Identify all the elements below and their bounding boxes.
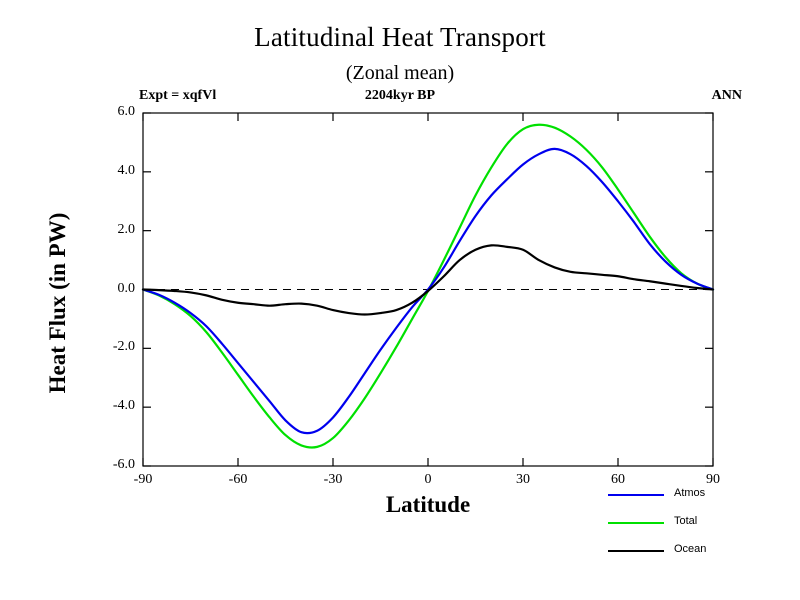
legend-item-ocean [608,538,778,566]
legend-swatch-ocean [608,550,664,552]
legend-swatch-atmos [608,494,664,496]
season-label: ANN [711,88,742,103]
y-tick-label: 6.0 [117,104,135,119]
y-tick-label: -2.0 [112,339,135,355]
x-tick-label: -90 [133,472,153,487]
chart-title: Latitudinal Heat Transport [254,22,546,52]
legend-label-total: Total [674,515,698,527]
legend-swatch-total [608,522,664,524]
x-tick-label: 0 [424,472,432,487]
x-tick-label: 30 [516,472,530,487]
y-tick-label: 0.0 [117,280,135,296]
y-axis-label: Heat Flux (in PW) [45,212,70,394]
x-axis-label: Latitude [385,492,471,517]
legend-item-total [608,510,778,538]
x-tick-label: 90 [706,472,720,487]
experiment-label: Expt = xqfVl [139,88,217,103]
x-tick-label: -60 [228,472,248,487]
chart-subtitle: (Zonal mean) [345,62,455,84]
y-tick-label: 4.0 [117,162,135,178]
x-tick-label: 60 [611,472,625,487]
chart-legend [608,482,778,566]
y-tick-label: 2.0 [117,221,135,237]
legend-label-ocean: Ocean [674,543,707,555]
legend-item-atmos [608,482,778,510]
y-tick-label: -4.0 [112,398,135,414]
y-tick-label: -6.0 [112,457,135,472]
x-tick-label: -30 [323,472,343,487]
legend-label-atmos: Atmos [674,487,706,499]
period-label: 2204kyr BP [364,88,436,103]
